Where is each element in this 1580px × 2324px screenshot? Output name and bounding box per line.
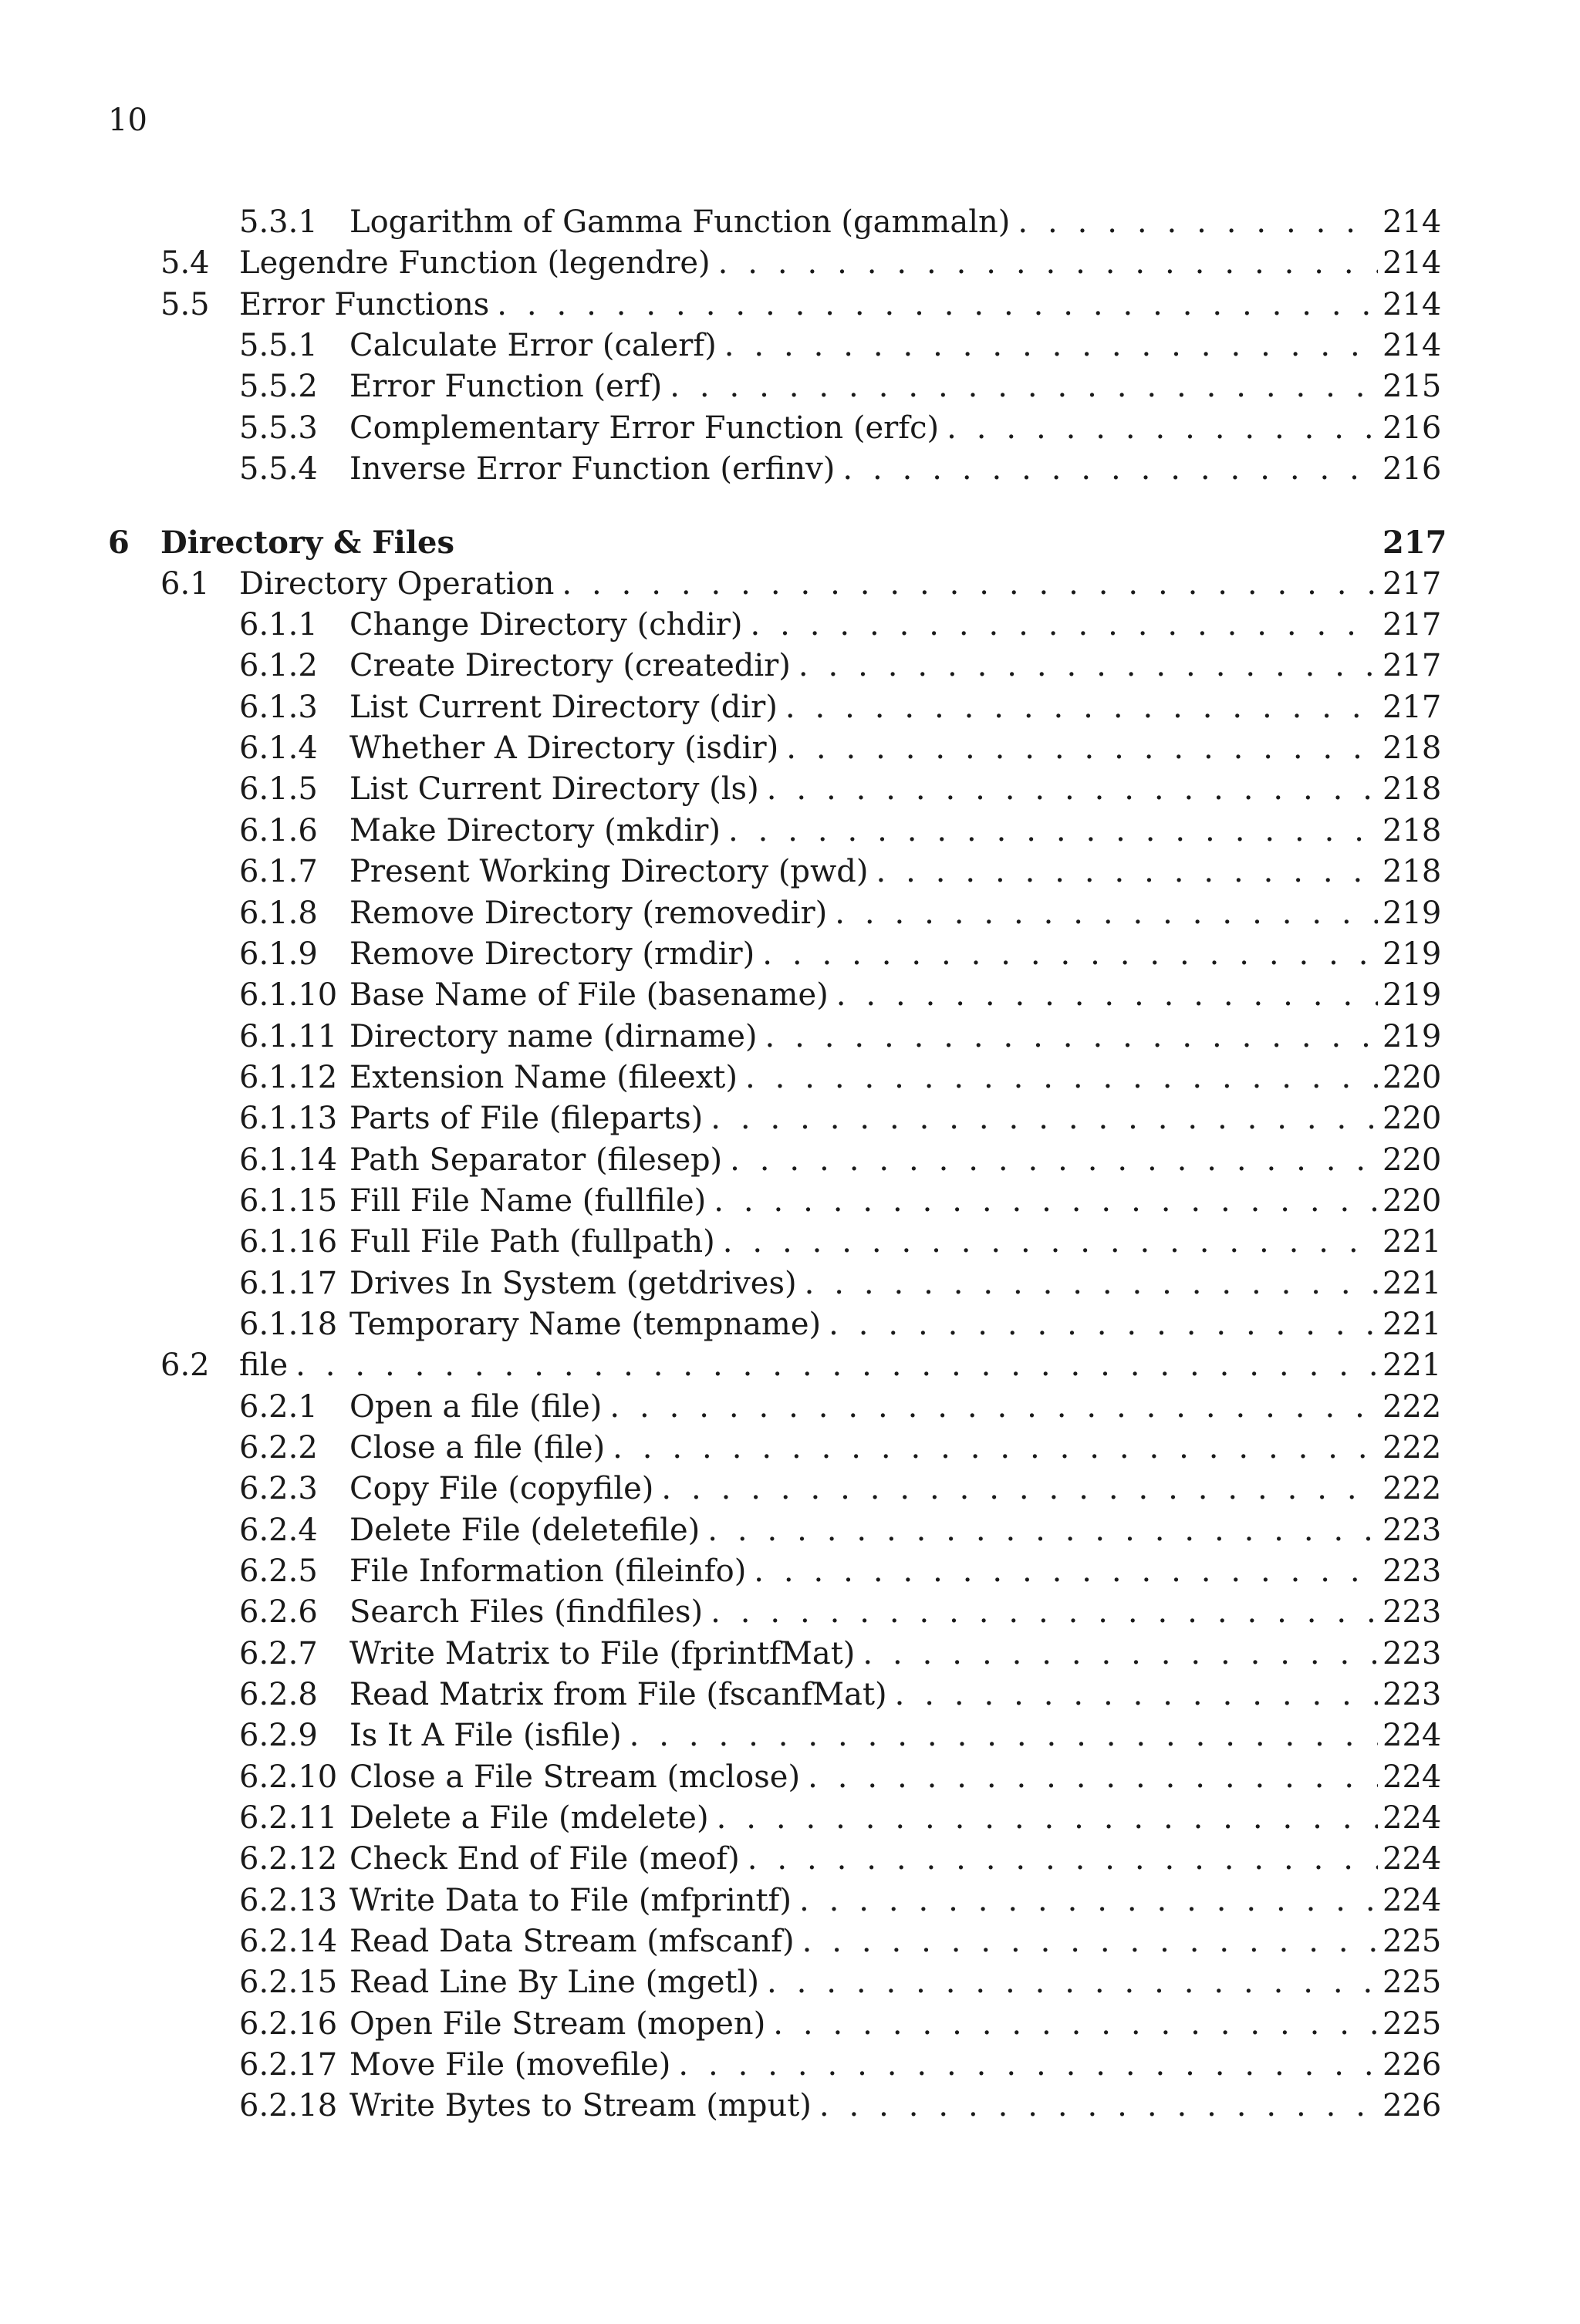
toc-entry-title[interactable]: File Information (fileinfo): [349, 1553, 747, 1589]
toc-subsection-entry[interactable]: [108, 202, 1442, 243]
toc-entry-title[interactable]: Move File (movefile): [349, 2047, 671, 2083]
toc-subsection-entry[interactable]: [108, 449, 1442, 490]
toc-entry-title[interactable]: file: [239, 1348, 289, 1384]
toc-entry-title[interactable]: Logarithm of Gamma Function (gammaln): [349, 204, 1011, 240]
toc-entry-number: 6.1.2: [239, 648, 318, 684]
toc-entry-title[interactable]: Fill File Name (fullfile): [349, 1182, 707, 1219]
toc-entry-page: 223: [1382, 1677, 1442, 1713]
toc-subsection-entry[interactable]: [108, 1140, 1442, 1181]
toc-subsection-entry[interactable]: [108, 728, 1442, 769]
dot-leader: [767, 769, 1378, 810]
toc-subsection-entry[interactable]: [108, 1017, 1442, 1057]
toc-entry-page: 218: [1382, 812, 1442, 848]
toc-entry-number: 6.2.13: [239, 1882, 338, 1918]
toc-entry-title[interactable]: Drives In System (getdrives): [349, 1265, 797, 1301]
toc-entry-title[interactable]: Inverse Error Function (erfinv): [349, 451, 836, 487]
toc-entry-page: 216: [1382, 410, 1442, 446]
toc-entry-line: [349, 1510, 1442, 1551]
dot-leader: [799, 1880, 1378, 1921]
toc-entry-number: 6.2.2: [239, 1429, 318, 1466]
toc-entry-title[interactable]: Open File Stream (mopen): [349, 2005, 766, 2042]
toc-entry-number: 6.2.8: [239, 1677, 318, 1713]
toc-subsection-entry[interactable]: [108, 1880, 1442, 1921]
toc-entry-page: 220: [1382, 1142, 1442, 1178]
toc-entry-page: 219: [1382, 936, 1442, 972]
toc-entry-page: 226: [1382, 2088, 1442, 2124]
toc-entry-title[interactable]: Path Separator (filesep): [349, 1142, 723, 1178]
toc-entry-page: 221: [1382, 1265, 1442, 1301]
toc-entry-page: 221: [1382, 1224, 1442, 1260]
toc-entry-page: 214: [1382, 245, 1442, 282]
toc-section-entry[interactable]: [108, 1345, 1442, 1386]
toc-entry-title[interactable]: List Current Directory (ls): [349, 771, 759, 808]
toc-entry-title[interactable]: Error Functions: [239, 286, 490, 322]
toc-entry-number: 5.5.1: [239, 328, 318, 364]
toc-entry-line: [349, 1304, 1442, 1345]
dot-leader: [718, 243, 1378, 284]
toc-entry-line: [349, 1675, 1442, 1715]
toc-entry-line: [349, 366, 1442, 407]
toc-entry-page: 224: [1382, 1718, 1442, 1754]
toc-entry-line: [349, 687, 1442, 728]
toc-subsection-entry[interactable]: [108, 1098, 1442, 1139]
toc-entry-page: 222: [1382, 1471, 1442, 1507]
toc-entry-number: 6.2.5: [239, 1553, 318, 1589]
toc-entry-number: 6.1.1: [239, 607, 318, 643]
toc-entry-page: 224: [1382, 1841, 1442, 1877]
toc-entry-number: 6.1.14: [239, 1142, 338, 1178]
toc-entry-line: [349, 1962, 1442, 2003]
dot-leader: [767, 1962, 1378, 2003]
toc-entry-line: [349, 1098, 1442, 1139]
toc-subsection-entry[interactable]: [108, 1592, 1442, 1633]
toc-entry-number: 6.1.11: [239, 1018, 338, 1054]
toc-entry-page: 217: [1382, 565, 1442, 602]
toc-entry-page: 221: [1382, 1306, 1442, 1342]
dot-leader: [707, 1510, 1378, 1551]
toc-entry-page: 220: [1382, 1059, 1442, 1095]
dot-leader: [717, 1798, 1378, 1839]
toc-entry-page: 218: [1382, 730, 1442, 767]
toc-entry-line: [349, 1592, 1442, 1633]
toc-entry-title[interactable]: Close a file (file): [349, 1429, 606, 1466]
dot-leader: [711, 1592, 1378, 1633]
toc-entry-title[interactable]: Present Working Directory (pwd): [349, 854, 869, 890]
dot-leader: [876, 852, 1378, 892]
toc-entry-line: [349, 1428, 1442, 1469]
dot-leader: [661, 1469, 1378, 1509]
dot-leader: [863, 1634, 1378, 1675]
toc-entry-line: [349, 934, 1442, 975]
toc-entry-page: 222: [1382, 1429, 1442, 1466]
toc-subsection-entry[interactable]: [108, 1469, 1442, 1509]
toc-entry-page: 223: [1382, 1512, 1442, 1548]
toc-entry-number: 6.2.18: [239, 2088, 338, 2124]
toc-entry-page: 218: [1382, 771, 1442, 808]
toc-subsection-entry[interactable]: [108, 1839, 1442, 1880]
toc-entry-title[interactable]: Search Files (findfiles): [349, 1594, 704, 1631]
toc-entry-page: 214: [1382, 328, 1442, 364]
dot-leader: [773, 2004, 1378, 2045]
dot-leader: [745, 1057, 1378, 1098]
toc-entry-number: 6.2.12: [239, 1841, 338, 1877]
toc-subsection-entry[interactable]: [108, 1057, 1442, 1098]
toc-entry-title[interactable]: Delete File (deletefile): [349, 1512, 701, 1548]
toc-subsection-entry[interactable]: [108, 687, 1442, 728]
toc-entry-number: 6.1: [160, 565, 210, 602]
toc-entry-number: 6.1.8: [239, 895, 318, 931]
toc-entry-page: 222: [1382, 1388, 1442, 1425]
toc-entry-line: [349, 449, 1442, 490]
toc-subsection-entry[interactable]: [108, 1962, 1442, 2003]
dot-leader: [295, 1345, 1378, 1386]
toc-entry-title[interactable]: Remove Directory (removedir): [349, 895, 828, 931]
toc-entry-title[interactable]: Extension Name (fileext): [349, 1059, 738, 1095]
toc-entry-page: 223: [1382, 1635, 1442, 1671]
toc-entry-number: 6.2.3: [239, 1471, 318, 1507]
toc-entry-title[interactable]: Is It A File (isfile): [349, 1718, 622, 1754]
toc-entry-line: [349, 852, 1442, 892]
dot-leader: [723, 1222, 1378, 1263]
toc-entry-line: [349, 1387, 1442, 1428]
toc-subsection-entry[interactable]: [108, 1428, 1442, 1469]
toc-subsection-entry[interactable]: [108, 852, 1442, 892]
toc-entry-page: 217: [1382, 648, 1442, 684]
toc-subsection-entry[interactable]: [108, 1510, 1442, 1551]
toc-entry-page: 219: [1382, 977, 1442, 1014]
toc-entry-line: [349, 1757, 1442, 1798]
toc-entry-title[interactable]: Make Directory (mkdir): [349, 812, 721, 848]
toc-entry-line: [349, 1880, 1442, 1921]
toc-entry-number: 6.2.1: [239, 1388, 318, 1425]
toc-entry-number: 6.2.10: [239, 1759, 338, 1795]
toc-entry-title[interactable]: Write Data to File (mfprintf): [349, 1882, 792, 1918]
dot-leader: [836, 975, 1378, 1016]
toc-subsection-entry[interactable]: [108, 325, 1442, 366]
toc-entry-number: 6.2.17: [239, 2047, 338, 2083]
dot-leader: [670, 366, 1378, 407]
toc-entry-number: 6.2.9: [239, 1718, 318, 1754]
dot-leader: [808, 1757, 1378, 1798]
toc-entry-title[interactable]: Close a File Stream (mclose): [349, 1759, 801, 1795]
toc-entry-title[interactable]: Read Matrix from File (fscanfMat): [349, 1677, 887, 1713]
dot-leader: [748, 1839, 1378, 1880]
toc-subsection-entry[interactable]: [108, 1551, 1442, 1592]
toc-entry-number: 5.5.2: [239, 369, 318, 405]
toc-entry-line: [160, 522, 1447, 563]
toc-entry-page: 219: [1382, 1018, 1442, 1054]
toc-entry-page: 218: [1382, 854, 1442, 890]
toc-entry-page: 214: [1382, 286, 1442, 322]
toc-entry-number: 6.1.12: [239, 1059, 338, 1095]
toc-entry-line: [239, 243, 1442, 284]
toc-entry-line: [349, 1839, 1442, 1880]
toc-entry-title[interactable]: Read Data Stream (mfscanf): [349, 1924, 795, 1960]
toc-entry-title[interactable]: Change Directory (chdir): [349, 607, 743, 643]
toc-subsection-entry[interactable]: [108, 1181, 1442, 1222]
toc-entry-line: [349, 1551, 1442, 1592]
toc-subsection-entry[interactable]: [108, 646, 1442, 686]
dot-leader: [798, 646, 1378, 686]
toc-entry-line: [239, 564, 1442, 605]
toc-entry-page: 220: [1382, 1182, 1442, 1219]
toc-entry-number: 5.5.4: [239, 451, 318, 487]
toc-entry-title[interactable]: List Current Directory (dir): [349, 689, 778, 725]
toc-subsection-entry[interactable]: [108, 1263, 1442, 1304]
toc-section-entry[interactable]: [108, 285, 1442, 325]
table-of-contents: [108, 202, 1447, 2127]
toc-entry-title[interactable]: Calculate Error (calerf): [349, 328, 717, 364]
toc-section-entry[interactable]: [108, 243, 1442, 284]
toc-entry-title[interactable]: Legendre Function (legendre): [239, 245, 711, 282]
toc-entry-line: [349, 811, 1442, 852]
toc-subsection-entry[interactable]: [108, 2004, 1442, 2045]
toc-entry-line: [349, 605, 1442, 646]
toc-entry-line: [349, 646, 1442, 686]
dot-leader: [562, 564, 1378, 605]
toc-entry-line: [239, 1345, 1442, 1386]
dot-leader: [724, 325, 1378, 366]
toc-entry-page: 217: [1382, 525, 1447, 562]
toc-entry-line: [349, 769, 1442, 810]
toc-entry-number: 5.5: [160, 286, 210, 322]
toc-entry-number: 6.1.17: [239, 1265, 338, 1301]
toc-entry-number: 6.2.4: [239, 1512, 318, 1548]
toc-entry-page: 225: [1382, 2005, 1442, 2042]
toc-subsection-entry[interactable]: [108, 1798, 1442, 1839]
toc-entry-line: [349, 2086, 1442, 2127]
toc-subsection-entry[interactable]: [108, 893, 1442, 934]
dot-leader: [805, 1263, 1378, 1304]
toc-subsection-entry[interactable]: [108, 1757, 1442, 1798]
toc-entry-number: 6.2.16: [239, 2005, 338, 2042]
dot-leader: [609, 1387, 1378, 1428]
dot-leader: [802, 1921, 1378, 1962]
toc-subsection-entry[interactable]: [108, 1715, 1442, 1756]
toc-subsection-entry[interactable]: [108, 408, 1442, 449]
toc-subsection-entry[interactable]: [108, 1921, 1442, 1962]
toc-entry-title[interactable]: Base Name of File (basename): [349, 977, 829, 1014]
toc-entry-line: [349, 1715, 1442, 1756]
toc-entry-number: 5.4: [160, 245, 210, 282]
dot-leader: [786, 728, 1378, 769]
toc-entry-page: 224: [1382, 1800, 1442, 1837]
toc-entry-page: 225: [1382, 1965, 1442, 2001]
dot-leader: [819, 2086, 1378, 2127]
toc-entry-number: 5.5.3: [239, 410, 318, 446]
toc-entry-title[interactable]: Open a file (file): [349, 1388, 603, 1425]
toc-entry-line: [349, 202, 1442, 243]
toc-entry-number: 6.2.11: [239, 1800, 338, 1837]
dot-leader: [762, 934, 1378, 975]
toc-entry-line: [349, 728, 1442, 769]
toc-entry-page: 217: [1382, 607, 1442, 643]
toc-entry-number: 6.1.5: [239, 771, 318, 808]
toc-entry-number: 6.2.14: [239, 1924, 338, 1960]
toc-entry-title[interactable]: Copy File (copyfile): [349, 1471, 654, 1507]
toc-entry-page: 217: [1382, 689, 1442, 725]
dot-leader: [613, 1428, 1378, 1469]
toc-entry-number: 6.1.3: [239, 689, 318, 725]
toc-subsection-entry[interactable]: [108, 934, 1442, 975]
toc-entry-number: 6.1.15: [239, 1182, 338, 1219]
toc-chapter-entry[interactable]: [108, 522, 1447, 563]
toc-entry-title[interactable]: Parts of File (fileparts): [349, 1101, 704, 1137]
toc-entry-number: 6.1.7: [239, 854, 318, 890]
dot-leader: [711, 1098, 1378, 1139]
dot-leader: [765, 1017, 1378, 1057]
toc-section-entry[interactable]: [108, 564, 1442, 605]
toc-entry-page: 226: [1382, 2047, 1442, 2083]
toc-entry-title[interactable]: Check End of File (meof): [349, 1841, 740, 1877]
toc-entry-line: [349, 1057, 1442, 1098]
toc-entry-line: [349, 1222, 1442, 1263]
toc-entry-line: [239, 285, 1442, 325]
toc-entry-line: [349, 325, 1442, 366]
toc-entry-number: 6.2.6: [239, 1594, 318, 1631]
toc-entry-number: 6.1.18: [239, 1306, 338, 1342]
toc-entry-line: [349, 1798, 1442, 1839]
toc-subsection-entry[interactable]: [108, 2045, 1442, 2086]
dot-leader: [714, 1181, 1378, 1222]
toc-entry-page: 220: [1382, 1101, 1442, 1137]
dot-leader: [751, 605, 1378, 646]
toc-entry-title[interactable]: Directory Operation: [239, 565, 555, 602]
toc-entry-page: 223: [1382, 1553, 1442, 1589]
toc-entry-page: 216: [1382, 451, 1442, 487]
toc-entry-line: [349, 1181, 1442, 1222]
toc-subsection-entry[interactable]: [108, 975, 1442, 1016]
toc-entry-page: 215: [1382, 369, 1442, 405]
toc-entry-line: [349, 1263, 1442, 1304]
toc-subsection-entry[interactable]: [108, 1304, 1442, 1345]
toc-entry-title[interactable]: Error Function (erf): [349, 369, 663, 405]
toc-entry-line: [349, 2045, 1442, 2086]
toc-subsection-entry[interactable]: [108, 1634, 1442, 1675]
toc-entry-title[interactable]: Remove Directory (rmdir): [349, 936, 755, 972]
dot-leader: [630, 1715, 1378, 1756]
toc-subsection-entry[interactable]: [108, 811, 1442, 852]
toc-entry-line: [349, 408, 1442, 449]
toc-entry-number: 6.2.7: [239, 1635, 318, 1671]
dot-leader: [835, 893, 1378, 934]
toc-entry-page: 225: [1382, 1924, 1442, 1960]
toc-entry-line: [349, 975, 1442, 1016]
toc-entry-line: [349, 1634, 1442, 1675]
toc-entry-title[interactable]: Write Matrix to File (fprintfMat): [349, 1635, 856, 1671]
toc-entry-number: 6.1.9: [239, 936, 318, 972]
dot-leader: [728, 811, 1378, 852]
toc-subsection-entry[interactable]: [108, 1675, 1442, 1715]
toc-entry-number: 6.1.13: [239, 1101, 338, 1137]
dot-leader: [895, 1675, 1378, 1715]
toc-subsection-entry[interactable]: [108, 769, 1442, 810]
toc-entry-page: 214: [1382, 204, 1442, 240]
toc-entry-title[interactable]: Delete a File (mdelete): [349, 1800, 709, 1837]
toc-entry-page: 224: [1382, 1882, 1442, 1918]
toc-entry-title[interactable]: Whether A Directory (isdir): [349, 730, 779, 767]
dot-leader: [678, 2045, 1378, 2086]
toc-subsection-entry[interactable]: [108, 2086, 1442, 2127]
toc-entry-title[interactable]: Complementary Error Function (erfc): [349, 410, 940, 446]
toc-subsection-entry[interactable]: [108, 366, 1442, 407]
dot-leader: [829, 1304, 1378, 1345]
toc-subsection-entry[interactable]: [108, 605, 1442, 646]
toc-entry-number: 6.2: [160, 1348, 210, 1384]
toc-subsection-entry[interactable]: [108, 1387, 1442, 1428]
toc-entry-page: 224: [1382, 1759, 1442, 1795]
toc-entry-title[interactable]: Temporary Name (tempname): [349, 1306, 822, 1342]
dot-leader: [947, 408, 1378, 449]
toc-entry-number: 6.2.15: [239, 1965, 338, 2001]
toc-entry-title[interactable]: Create Directory (createdir): [349, 648, 791, 684]
toc-entry-line: [349, 1140, 1442, 1181]
dot-leader: [497, 285, 1378, 325]
toc-entry-line: [349, 1921, 1442, 1962]
toc-entry-number: 5.3.1: [239, 204, 318, 240]
toc-entry-line: [349, 1469, 1442, 1509]
dot-leader: [730, 1140, 1378, 1181]
toc-subsection-entry[interactable]: [108, 1222, 1442, 1263]
toc-entry-title[interactable]: Directory & Files: [160, 525, 454, 562]
toc-entry-number: 6.1.4: [239, 730, 318, 767]
toc-entry-title[interactable]: Read Line By Line (mgetl): [349, 1965, 759, 2001]
toc-entry-page: 219: [1382, 895, 1442, 931]
toc-entry-number: 6.1.16: [239, 1224, 338, 1260]
toc-entry-line: [349, 2004, 1442, 2045]
toc-entry-title[interactable]: Directory name (dirname): [349, 1018, 758, 1054]
toc-entry-number: 6: [108, 525, 130, 562]
toc-entry-number: 6.1.10: [239, 977, 338, 1014]
dot-leader: [754, 1551, 1378, 1592]
toc-entry-title[interactable]: Full File Path (fullpath): [349, 1224, 715, 1260]
dot-leader: [785, 687, 1378, 728]
page-number: 10: [108, 103, 147, 138]
toc-entry-title[interactable]: Write Bytes to Stream (mput): [349, 2088, 812, 2124]
dot-leader: [1018, 202, 1378, 243]
toc-entry-line: [349, 893, 1442, 934]
toc-entry-page: 223: [1382, 1594, 1442, 1631]
toc-entry-line: [349, 1017, 1442, 1057]
toc-entry-number: 6.1.6: [239, 812, 318, 848]
toc-entry-page: 221: [1382, 1348, 1442, 1384]
dot-leader: [842, 449, 1378, 490]
